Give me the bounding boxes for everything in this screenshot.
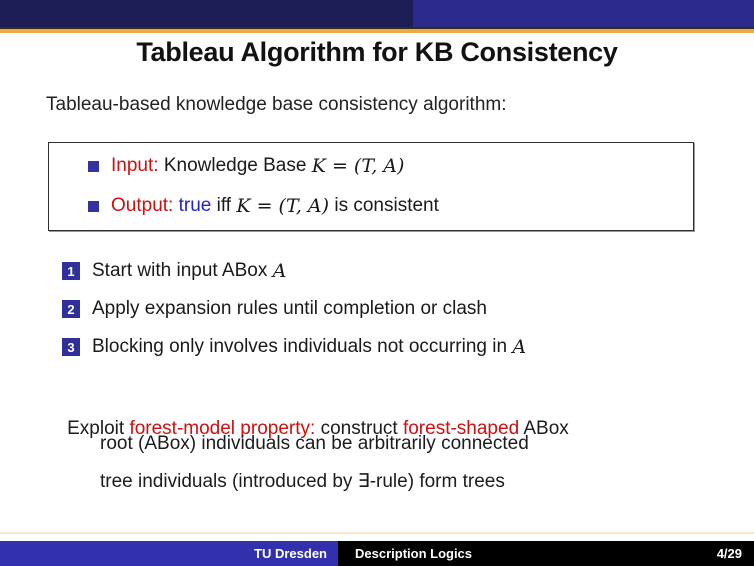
output-tail: is consistent — [329, 195, 439, 216]
fm-shaped-red: forest-shaped — [402, 418, 520, 439]
footer-page-number: 4/29 — [716, 546, 742, 561]
footer-institution-section — [0, 541, 338, 566]
fm-text: Exploit — [67, 418, 130, 439]
fm-text: construct — [315, 418, 403, 439]
footer-accent-line — [0, 532, 754, 534]
slide-title: Tableau Algorithm for KB Consistency — [136, 37, 618, 67]
step-row-2 — [62, 298, 487, 320]
step-text: Apply expansion rules until completion or clash — [92, 298, 487, 319]
output-true-word: true — [178, 195, 212, 216]
footer-course: Description Logics — [355, 546, 473, 561]
intro-text: Tableau-based knowledge base consistency algorithm: — [46, 94, 507, 115]
step-number-badge: 1 — [62, 262, 80, 280]
input-math-kb: K = (T, A) — [311, 155, 405, 177]
step-text: Blocking only involves individuals not occurring in — [92, 336, 513, 357]
footer-institution: TU Dresden — [254, 546, 327, 561]
step-number-badge: 3 — [62, 338, 80, 356]
output-math-kb: K = (T, A) — [236, 195, 330, 217]
step-row-1 — [62, 260, 286, 282]
io-definition-box — [48, 142, 694, 231]
footer-course-section — [338, 541, 754, 566]
step-math-abox: A — [272, 260, 287, 282]
input-text: Knowledge Base — [158, 155, 312, 176]
footer-bar — [0, 541, 754, 566]
step-math-abox: A — [512, 336, 527, 358]
tree-individuals-line: tree individuals (introduced by ∃-rule) form trees — [100, 471, 505, 492]
header-gold-line — [0, 29, 754, 33]
output-row — [88, 193, 693, 219]
bullet-square-icon — [88, 201, 99, 212]
bullet-square-icon — [88, 161, 99, 172]
input-label: Input: — [111, 155, 159, 176]
input-row — [88, 153, 693, 179]
fm-text: ABox — [519, 418, 569, 439]
output-mid: iff — [211, 195, 237, 216]
output-label: Output: — [111, 195, 174, 216]
header-bar — [0, 0, 754, 27]
header-bar-right — [413, 0, 754, 27]
root-individuals-line: root (ABox) individuals can be arbitrarily connected — [100, 433, 529, 454]
step-text: Start with input ABox — [92, 260, 273, 281]
header-bar-left — [0, 0, 413, 27]
step-number-badge: 2 — [62, 300, 80, 318]
step-row-3 — [62, 336, 526, 358]
fm-property-red: forest-model property: — [129, 418, 316, 439]
